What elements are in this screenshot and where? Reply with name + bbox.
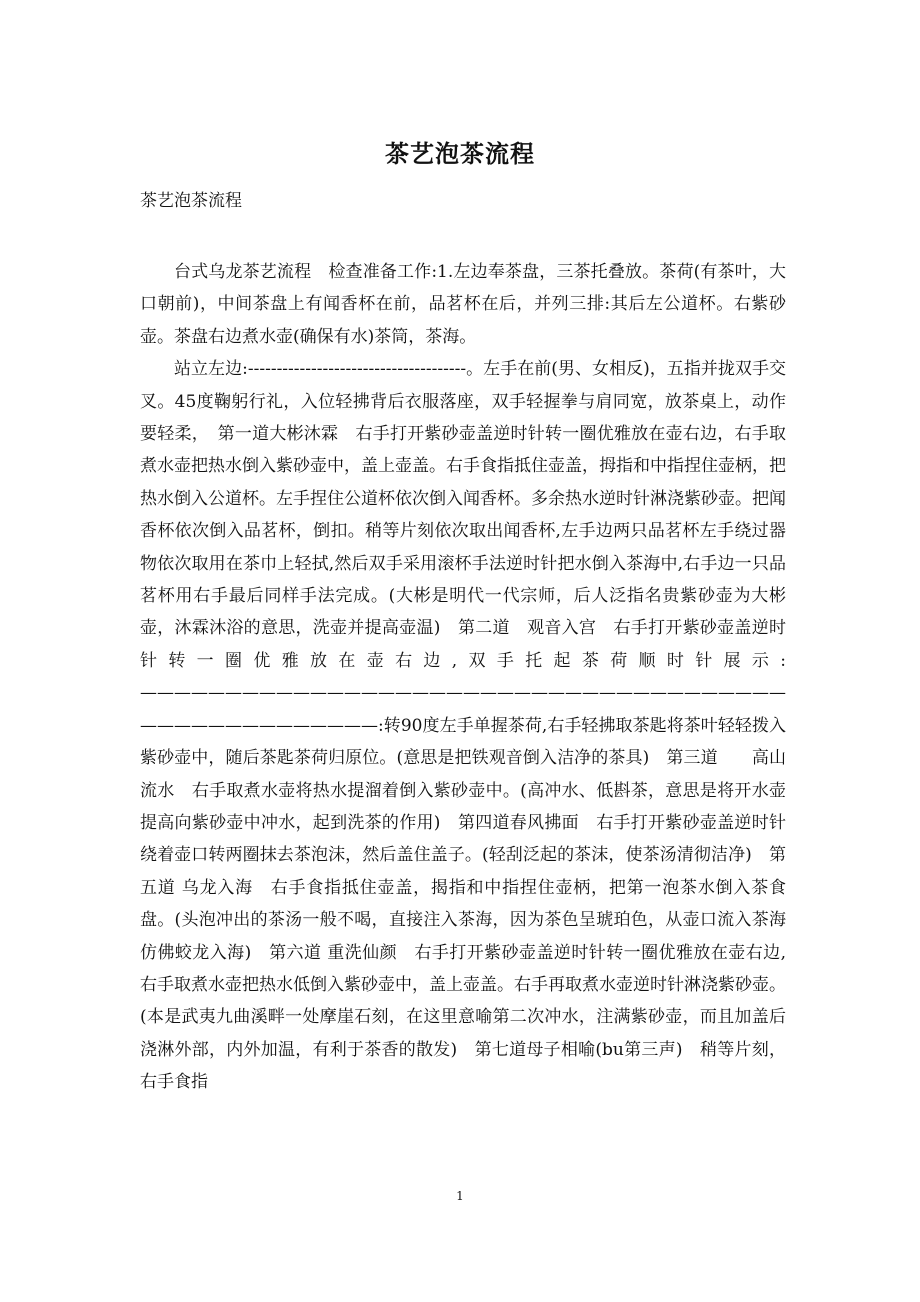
page-number: 1 <box>456 1189 464 1203</box>
document-subtitle: 茶艺泡茶流程 <box>140 191 242 211</box>
paragraph-2: 站立左边:--------------------------------------。左手在前(男、女相反)，五指并拢双手交叉。45度鞠躬行礼，入位轻拂背后衣服落座，双手轻握拳与肩同宽，放茶桌上，动作要轻柔， 第一道大彬沐霖 右手打开紫砂壶盖逆时针转一圈优雅放在壶右边，右手取煮水壶把热水倒入紫砂壶中，盖上壶盖。右手食指抵住壶盖，拇指和中指捏住壶柄，把热水倒入公道杯。左手捏住公道杯依次倒入闻香杯。多余热水逆时针淋浇紫砂壶。把闻香杯依次倒入品茗杯，倒扣。稍等片刻依次取出闻香杯,左手边两只品茗杯左手绕过器物依次取用在茶巾上轻拭,然后双手采用滚杯手法逆时针把水倒入茶海中,右手边一只品茗杯用右手最后同样手法完成。(大彬是明代一代宗师，后人泛指名贵紫砂壶为大彬壶，沐霖沐浴的意思，洗壶并提高壶温) 第二道 观音入宫 右手打开紫砂壶盖逆时针转一圈优雅放在壶右边,双手托起茶荷顺时针展示: ————————————————————————————————————————————————————:转90度左手单握茶荷,右手轻拂取茶匙将茶叶轻轻拨入紫砂壶中，随后茶匙茶荷归原位。(意思是把铁观音倒入洁净的茶具) 第三道 高山流水 右手取煮水壶将热水提溜着倒入紫砂壶中。(高冲水、低斟茶，意思是将开水壶 提高向紫砂壶中冲水，起到洗茶的作用) 第四道春风拂面 右手打开紫砂壶盖逆时针绕着壶口转两圈抹去茶泡沫，然后盖住盖子。(轻刮泛起的茶沫，使茶汤清彻洁净) 第五道 乌龙入海 右手食指抵住壶盖，揭指和中指捏住壶柄，把第一泡茶水倒入茶食盘。(头泡冲出的茶汤一般不喝，直接注入茶海，因为茶色呈琥珀色，从壶口流入茶海仿佛蛟龙入海) 第六道 重洗仙颜 右手打开紫砂壶盖逆时针转一圈优雅放在壶右边,右手取煮水壶把热水低倒入紫砂壶中，盖上壶盖。右手再取煮水壶逆时针淋浇紫砂壶。(本是武夷九曲溪畔一处摩崖石刻，在这里意喻第二次冲水，注满紫砂壶，而且加盖后浇淋外部，内外加温，有利于茶香的散发) 第七道母子相喻(bu第三声) 稍等片刻，右手食指 <box>140 359 803 1093</box>
paragraph-1: 台式乌龙茶艺流程 检查准备工作:1.左边奉茶盘，三茶托叠放。茶荷(有茶叶，大口朝前)，中间茶盘上有闻香杯在前，品茗杯在后，并列三排:其后左公道杯。右紫砂壶。茶盘右边煮水壶(确保有水)茶筒，茶海。 <box>140 262 786 347</box>
document-body <box>140 256 803 1099</box>
document-title: 茶艺泡茶流程 <box>385 139 535 168</box>
